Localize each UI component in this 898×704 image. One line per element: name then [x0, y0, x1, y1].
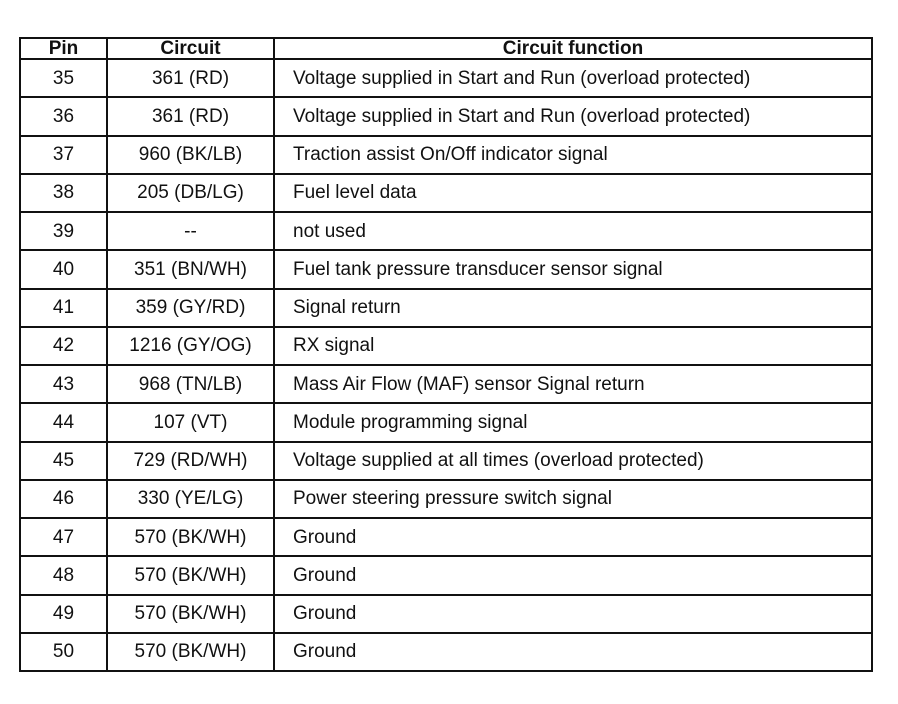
- header-circuit: Circuit: [107, 38, 274, 59]
- function-cell: Ground: [274, 518, 872, 556]
- function-cell: RX signal: [274, 327, 872, 365]
- function-cell: Traction assist On/Off indicator signal: [274, 136, 872, 174]
- circuit-cell: 351 (BN/WH): [107, 250, 274, 288]
- pin-cell: 46: [20, 480, 107, 518]
- pin-cell: 49: [20, 595, 107, 633]
- function-cell: Fuel tank pressure transducer sensor signal: [274, 250, 872, 288]
- table-row: [20, 480, 872, 518]
- table-row: [20, 59, 872, 97]
- function-cell: not used: [274, 212, 872, 250]
- pin-cell: 38: [20, 174, 107, 212]
- function-cell: Ground: [274, 556, 872, 594]
- table-row: [20, 556, 872, 594]
- header-pin: Pin: [20, 38, 107, 59]
- pin-cell: 39: [20, 212, 107, 250]
- pin-cell: 50: [20, 633, 107, 671]
- pinout-table: [19, 37, 873, 672]
- circuit-cell: 359 (GY/RD): [107, 289, 274, 327]
- circuit-cell: 570 (BK/WH): [107, 518, 274, 556]
- circuit-cell: 330 (YE/LG): [107, 480, 274, 518]
- circuit-cell: 729 (RD/WH): [107, 442, 274, 480]
- pin-cell: 41: [20, 289, 107, 327]
- circuit-cell: 968 (TN/LB): [107, 365, 274, 403]
- function-cell: Fuel level data: [274, 174, 872, 212]
- header-row: [20, 38, 872, 59]
- function-cell: Signal return: [274, 289, 872, 327]
- circuit-cell: 361 (RD): [107, 59, 274, 97]
- pin-cell: 37: [20, 136, 107, 174]
- circuit-cell: --: [107, 212, 274, 250]
- pin-cell: 43: [20, 365, 107, 403]
- table-row: [20, 212, 872, 250]
- table-row: [20, 403, 872, 441]
- pin-cell: 35: [20, 59, 107, 97]
- table-row: [20, 289, 872, 327]
- function-cell: Voltage supplied in Start and Run (overload protected): [274, 59, 872, 97]
- table-row: [20, 250, 872, 288]
- function-cell: Module programming signal: [274, 403, 872, 441]
- function-cell: Ground: [274, 595, 872, 633]
- table-row: [20, 595, 872, 633]
- function-cell: Voltage supplied at all times (overload protected): [274, 442, 872, 480]
- function-cell: Voltage supplied in Start and Run (overload protected): [274, 97, 872, 135]
- circuit-cell: 205 (DB/LG): [107, 174, 274, 212]
- circuit-cell: 570 (BK/WH): [107, 556, 274, 594]
- table-row: [20, 97, 872, 135]
- pin-cell: 42: [20, 327, 107, 365]
- circuit-cell: 570 (BK/WH): [107, 633, 274, 671]
- pin-cell: 45: [20, 442, 107, 480]
- circuit-cell: 361 (RD): [107, 97, 274, 135]
- function-cell: Mass Air Flow (MAF) sensor Signal return: [274, 365, 872, 403]
- table-row: [20, 136, 872, 174]
- table-row: [20, 174, 872, 212]
- pin-cell: 48: [20, 556, 107, 594]
- table-row: [20, 518, 872, 556]
- pin-cell: 44: [20, 403, 107, 441]
- table-row: [20, 633, 872, 671]
- table-row: [20, 442, 872, 480]
- function-cell: Power steering pressure switch signal: [274, 480, 872, 518]
- header-function: Circuit function: [274, 38, 872, 59]
- pin-cell: 36: [20, 97, 107, 135]
- circuit-cell: 1216 (GY/OG): [107, 327, 274, 365]
- table-body: [20, 59, 872, 671]
- table-row: [20, 327, 872, 365]
- circuit-cell: 570 (BK/WH): [107, 595, 274, 633]
- pinout-table-container: [19, 37, 871, 672]
- circuit-cell: 960 (BK/LB): [107, 136, 274, 174]
- pin-cell: 47: [20, 518, 107, 556]
- function-cell: Ground: [274, 633, 872, 671]
- circuit-cell: 107 (VT): [107, 403, 274, 441]
- table-row: [20, 365, 872, 403]
- pin-cell: 40: [20, 250, 107, 288]
